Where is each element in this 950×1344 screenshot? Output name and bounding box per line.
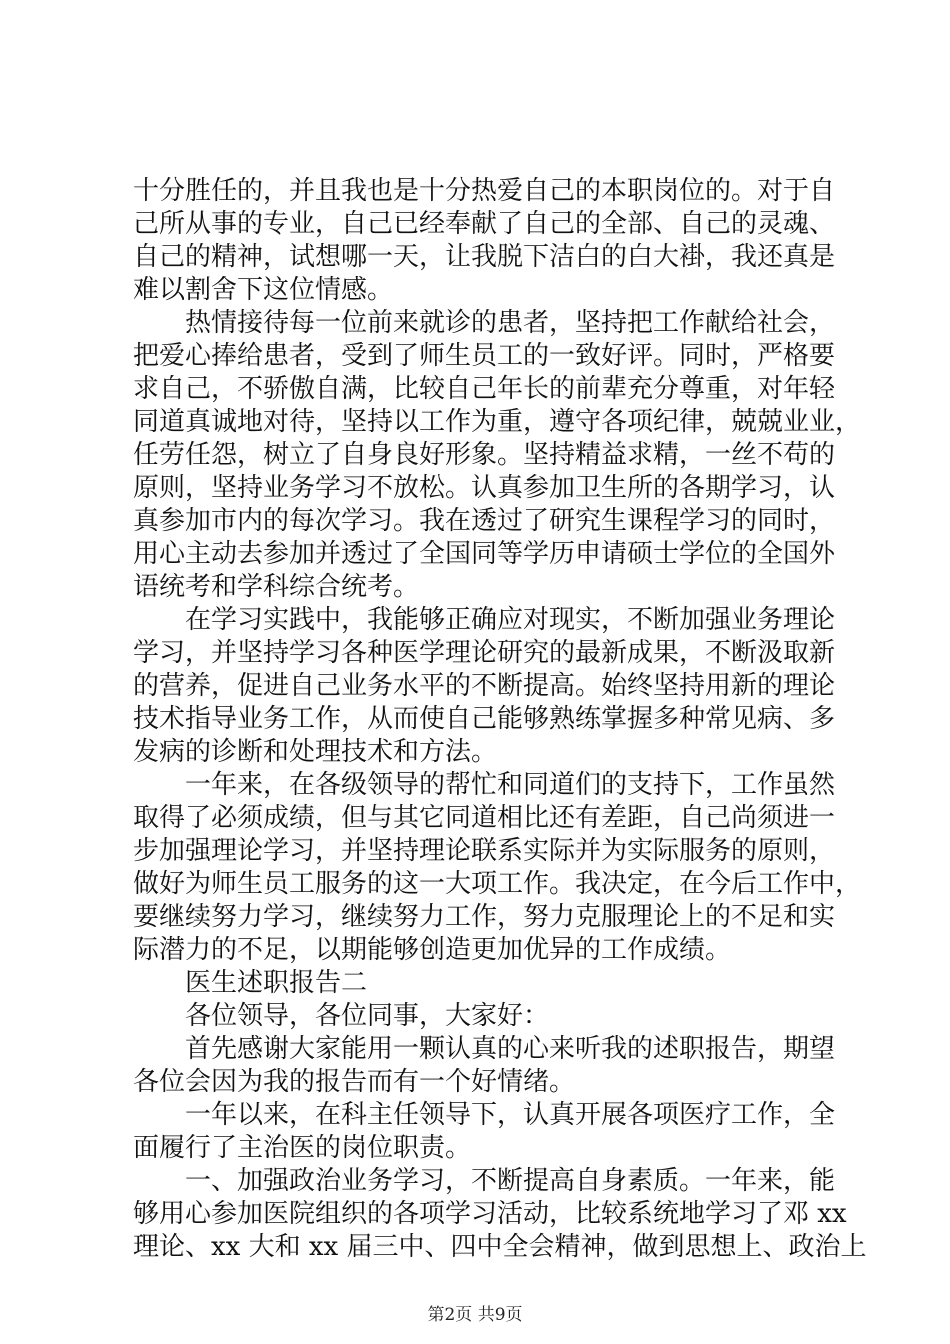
body-text-line: 难以割舍下这位情感。 bbox=[133, 275, 394, 305]
body-text-line: 原则，坚持业务学习不放松。认真参加卫生所的各期学习，认 bbox=[133, 473, 836, 503]
page-footer: 第2页 共9页 bbox=[427, 1305, 523, 1325]
body-text-line: 际潜力的不足，以期能够创造更加优异的工作成绩。 bbox=[133, 935, 732, 965]
body-text-line: 够用心参加医院组织的各项学习活动，比较系统地学习了邓 xx bbox=[133, 1199, 847, 1229]
paragraph-start-line: 一年来，在各级领导的帮忙和同道们的支持下，工作虽然 bbox=[185, 770, 836, 800]
body-text-line: 发病的诊断和处理技术和方法。 bbox=[133, 737, 498, 767]
body-text-line: 学习，并坚持学习各种医学理论研究的最新成果，不断汲取新 bbox=[133, 638, 836, 668]
body-text-line: 理论、xx 大和 xx 届三中、四中全会精神，做到思想上、政治上 bbox=[133, 1232, 867, 1262]
body-text-line: 面履行了主治医的岗位职责。 bbox=[133, 1133, 472, 1163]
body-text-line: 要继续努力学习，继续努力工作，努力克服理论上的不足和实 bbox=[133, 902, 836, 932]
paragraph-start-line: 首先感谢大家能用一颗认真的心来听我的述职报告，期望 bbox=[185, 1034, 836, 1064]
body-text-line: 十分胜任的，并且我也是十分热爱自己的本职岗位的。对于自 bbox=[133, 176, 836, 206]
body-text-line: 自己的精神，试想哪一天，让我脱下洁白的白大褂，我还真是 bbox=[133, 242, 836, 272]
body-text-line: 各位会因为我的报告而有一个好情绪。 bbox=[133, 1067, 576, 1097]
salutation-line: 各位领导，各位同事，大家好： bbox=[185, 1001, 550, 1031]
paragraph-start-line: 一、加强政治业务学习，不断提高自身素质。一年来，能 bbox=[185, 1166, 836, 1196]
section-heading: 医生述职报告二 bbox=[185, 968, 368, 998]
body-text-line: 同道真诚地对待，坚持以工作为重，遵守各项纪律，兢兢业业， bbox=[133, 407, 862, 437]
body-text-line: 做好为师生员工服务的这一大项工作。我决定，在今后工作中， bbox=[133, 869, 862, 899]
body-text-line: 求自己，不骄傲自满，比较自己年长的前辈充分尊重，对年轻 bbox=[133, 374, 836, 404]
body-text-line: 步加强理论学习，并坚持理论联系实际并为实际服务的原则， bbox=[133, 836, 836, 866]
body-text-line: 把爱心捧给患者，受到了师生员工的一致好评。同时，严格要 bbox=[133, 341, 836, 371]
body-text-line: 用心主动去参加并透过了全国同等学历申请硕士学位的全国外 bbox=[133, 539, 836, 569]
body-text-line: 语统考和学科综合统考。 bbox=[133, 572, 420, 602]
paragraph-start-line: 在学习实践中，我能够正确应对现实，不断加强业务理论 bbox=[185, 605, 836, 635]
body-text-line: 取得了必须成绩，但与其它同道相比还有差距，自己尚须进一 bbox=[133, 803, 836, 833]
body-text-line: 己所从事的专业，自己已经奉献了自己的全部、自己的灵魂、 bbox=[133, 209, 836, 239]
body-text-line: 的营养，促进自己业务水平的不断提高。始终坚持用新的理论 bbox=[133, 671, 836, 701]
body-text-line: 真参加市内的每次学习。我在透过了研究生课程学习的同时， bbox=[133, 506, 836, 536]
body-text-line: 任劳任怨，树立了自身良好形象。坚持精益求精，一丝不苟的 bbox=[133, 440, 836, 470]
paragraph-start-line: 热情接待每一位前来就诊的患者，坚持把工作献给社会， bbox=[185, 308, 836, 338]
body-text-line: 技术指导业务工作，从而使自己能够熟练掌握多种常见病、多 bbox=[133, 704, 836, 734]
paragraph-start-line: 一年以来，在科主任领导下，认真开展各项医疗工作，全 bbox=[185, 1100, 836, 1130]
